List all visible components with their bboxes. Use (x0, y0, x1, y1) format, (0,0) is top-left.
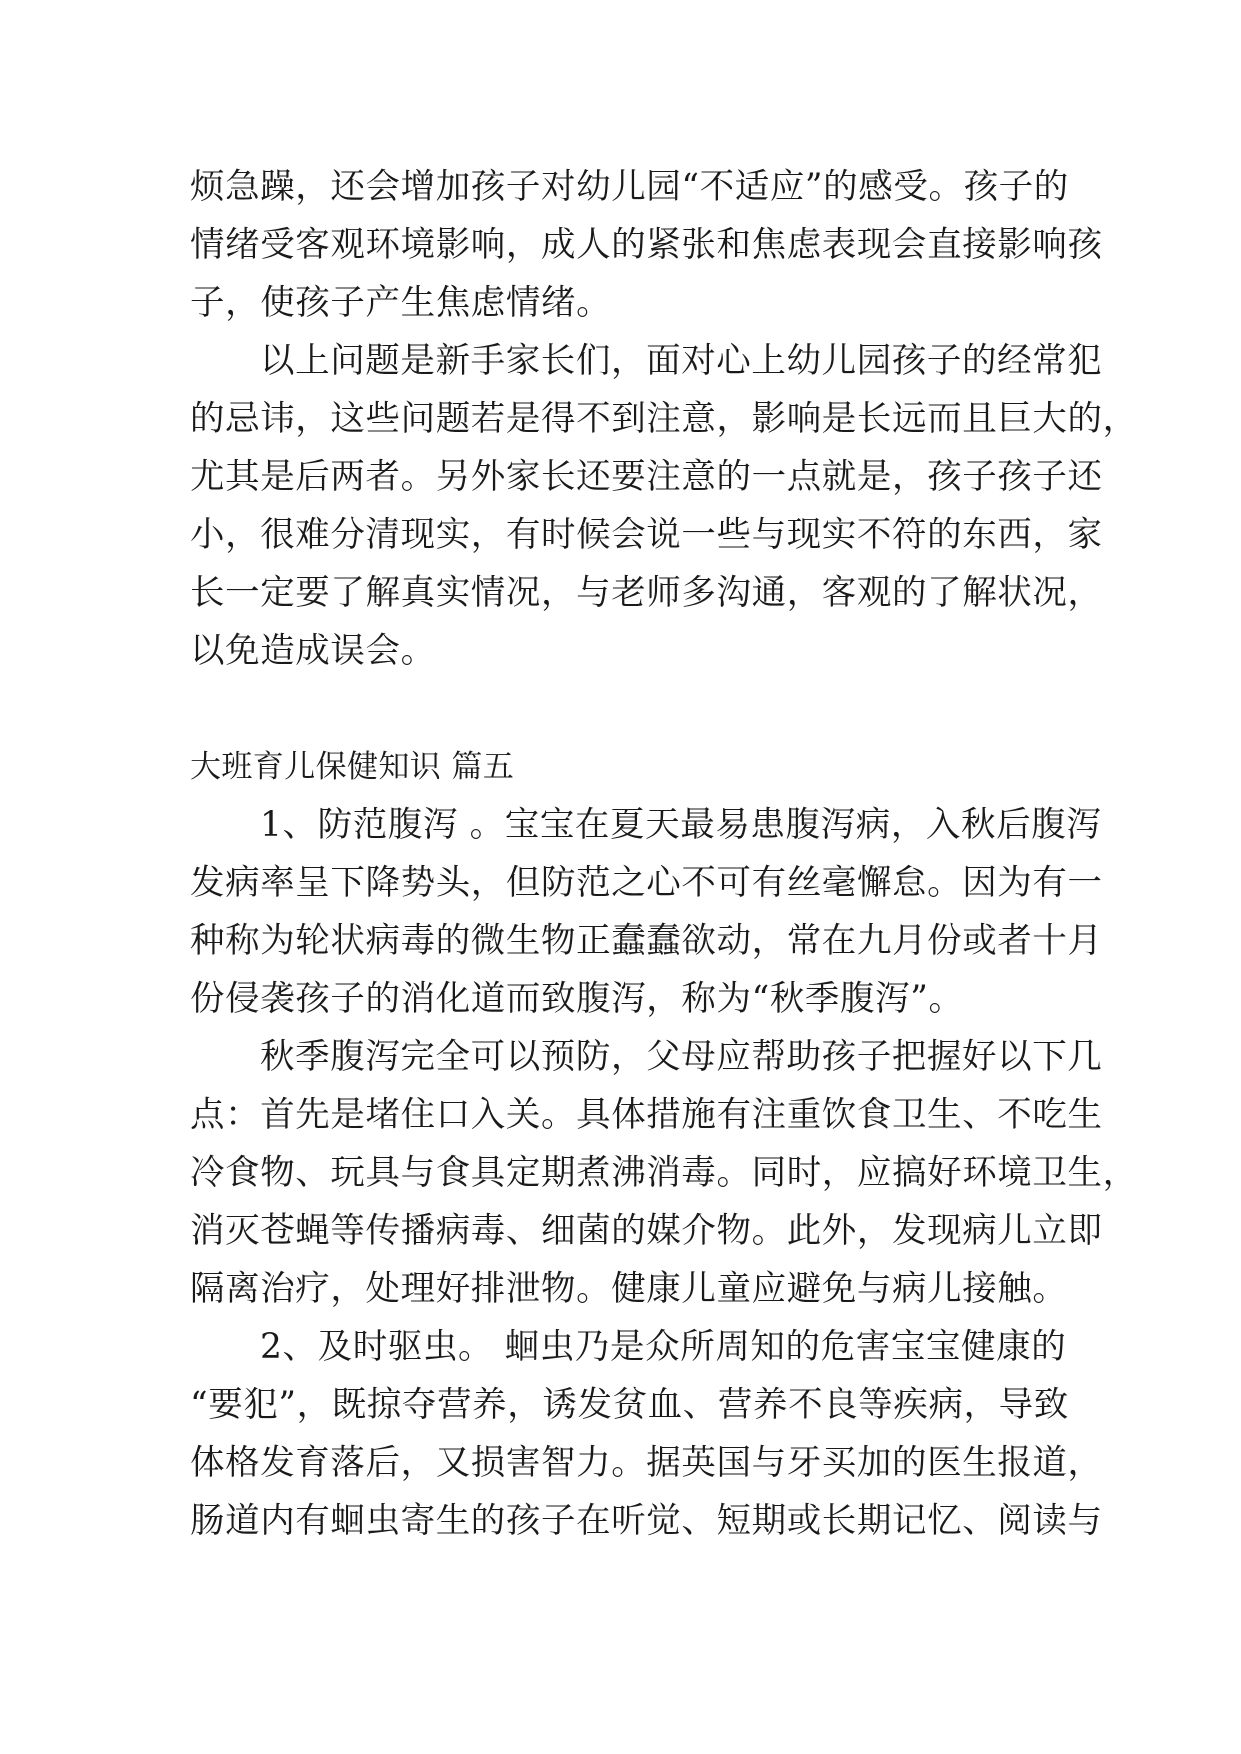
paragraph-line: 体格发育落后，又损害智力。据英国与牙买加的医生报道， (190, 1443, 1103, 1483)
paragraph-line: 的忌讳，这些问题若是得不到注意，影响是长远而且巨大的， (190, 399, 1138, 439)
paragraph-line: “要犯”，既掠夺营养，诱发贫血、营养不良等疾病，导致 (190, 1385, 1069, 1425)
paragraph-line: 种称为轮状病毒的微生物正蠢蠢欲动，常在九月份或者十月 (190, 921, 1103, 961)
paragraph-line: 秋季腹泻完全可以预防，父母应帮助孩子把握好以下几 (260, 1037, 1103, 1077)
paragraph-line: 以免造成误会。 (190, 631, 436, 671)
paragraph-line: 尤其是后两者。另外家长还要注意的一点就是，孩子孩子还 (190, 457, 1103, 497)
paragraph-line: 冷食物、玩具与食具定期煮沸消毒。同时，应搞好环境卫生， (190, 1153, 1138, 1193)
paragraph-line: 小，很难分清现实，有时候会说一些与现实不符的东西，家 (190, 515, 1103, 555)
paragraph-line: 2、及时驱虫。 蛔虫乃是众所周知的危害宝宝健康的 (260, 1327, 1067, 1367)
paragraph-line: 隔离治疗，处理好排泄物。健康儿童应避免与病儿接触。 (190, 1269, 1068, 1309)
paragraph-line: 点：首先是堵住口入关。具体措施有注重饮食卫生、不吃生 (190, 1095, 1103, 1135)
paragraph-1 (190, 158, 1103, 332)
paragraph-line: 消灭苍蝇等传播病毒、细菌的媒介物。此外，发现病儿立即 (190, 1211, 1103, 1251)
paragraph-line: 份侵袭孩子的消化道而致腹泻，称为“秋季腹泻”。 (190, 979, 964, 1019)
paragraph-line: 以上问题是新手家长们，面对心上幼儿园孩子的经常犯 (260, 341, 1103, 381)
section-heading: 大班育儿保健知识 篇五 (190, 749, 515, 785)
paragraph-5 (190, 1318, 1103, 1550)
paragraph-line: 烦急躁，还会增加孩子对幼儿园“不适应”的感受。孩子的 (190, 167, 1069, 207)
paragraph-2 (190, 332, 1138, 680)
paragraph-line: 情绪受客观环境影响，成人的紧张和焦虑表现会直接影响孩 (190, 225, 1103, 265)
paragraph-line: 长一定要了解真实情况，与老师多沟通，客观的了解状况， (190, 573, 1103, 613)
paragraph-line: 子，使孩子产生焦虑情绪。 (190, 283, 612, 323)
paragraph-3 (190, 796, 1103, 1028)
paragraph-line: 发病率呈下降势头，但防范之心不可有丝毫懈怠。因为有一 (190, 863, 1103, 903)
paragraph-4 (190, 1028, 1138, 1318)
paragraph-line: 1、防范腹泻 。宝宝在夏天最易患腹泻病，入秋后腹泻 (260, 805, 1102, 845)
paragraph-line: 肠道内有蛔虫寄生的孩子在听觉、短期或长期记忆、阅读与 (190, 1501, 1103, 1541)
